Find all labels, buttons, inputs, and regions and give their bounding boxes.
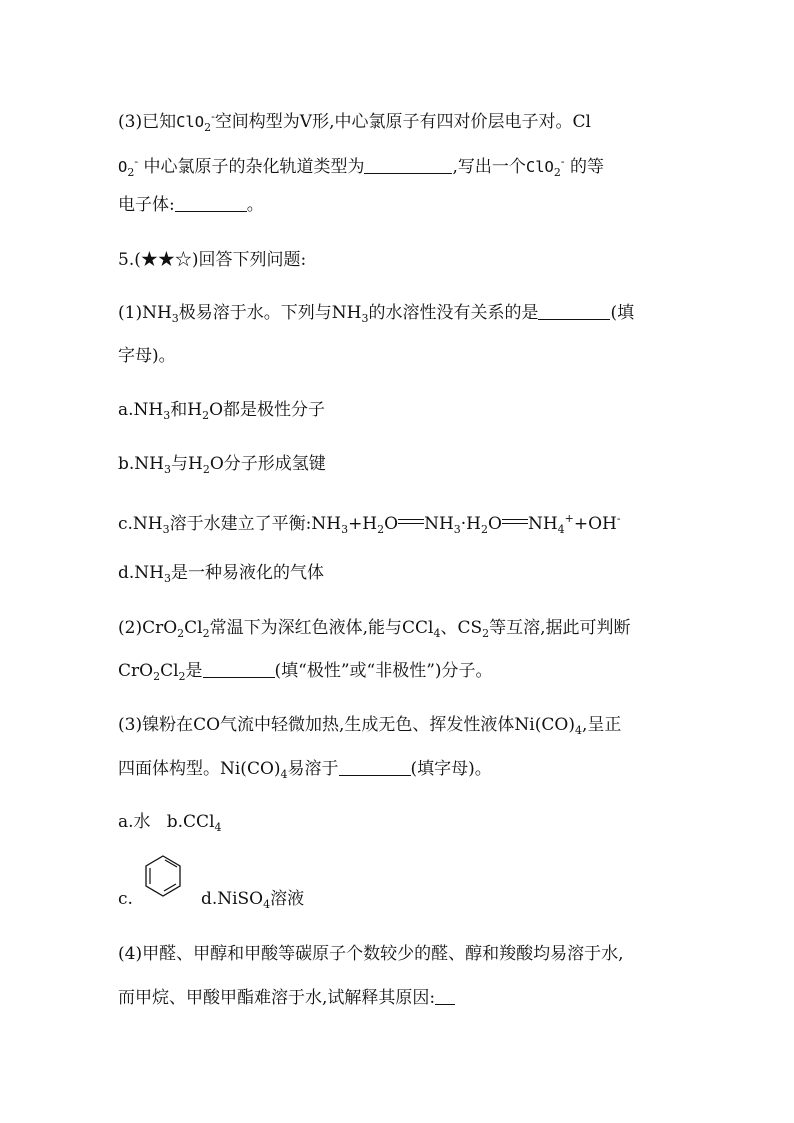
subscript: 3	[162, 523, 170, 536]
formula: ClO	[176, 113, 205, 131]
text: 中心氯原子的杂化轨道类型为	[143, 157, 365, 177]
subscript: 2	[482, 627, 490, 640]
subscript: 2	[127, 166, 135, 179]
subscript: 3	[164, 572, 171, 585]
superscript: -	[134, 155, 139, 168]
answer-blank[interactable]	[364, 155, 452, 174]
text: d.NH	[118, 563, 164, 583]
text: b.NH	[118, 454, 164, 474]
text: (2)CrO	[118, 618, 178, 638]
text: 溶液	[270, 889, 305, 909]
answer-blank[interactable]	[538, 301, 610, 320]
q5-p3-line-2	[118, 757, 492, 787]
text: 而甲烷、甲酸甲酯难溶于水,试解释其原因:	[118, 988, 436, 1008]
text: 是	[185, 661, 203, 681]
q3-line-1	[118, 105, 591, 140]
subscript: 2	[202, 627, 210, 640]
q5-p3-options-ab	[118, 810, 222, 840]
text: 四面体构型。Ni(CO)	[118, 759, 281, 779]
text: (3)镍粉在CO气流中轻微加热,生成无色、挥发性液体Ni(CO)	[118, 715, 575, 735]
text: Cl	[184, 618, 203, 638]
q5-p1-line-2: 字母)。	[118, 346, 176, 366]
answer-blank[interactable]	[339, 757, 411, 776]
subscript: 3	[453, 523, 461, 536]
text: c.NH	[118, 514, 163, 534]
superscript: +	[564, 512, 574, 525]
subscript: 4	[557, 523, 565, 536]
text: (填“极性”或“非极性”)分子。	[274, 661, 493, 681]
text: (1)NH	[118, 303, 172, 323]
answer-blank[interactable]	[435, 986, 455, 1005]
subscript: 4	[433, 627, 441, 640]
text: Cl	[160, 661, 179, 681]
option-c: c.	[118, 889, 133, 909]
subscript: 2	[178, 670, 186, 683]
text: O	[488, 514, 502, 534]
text: 易溶于	[287, 759, 339, 779]
equilibrium-arrow	[398, 517, 424, 527]
text: 是一种易液化的气体	[171, 563, 324, 583]
subscript: 2	[153, 670, 161, 683]
benzene-ring-icon	[143, 854, 183, 898]
text: 、CS	[440, 618, 483, 638]
subscript: 2	[177, 627, 185, 640]
q3-line-2	[118, 150, 604, 185]
formula: O	[118, 158, 128, 176]
subscript: 2	[204, 121, 212, 134]
text: 的水溶性没有关系的是	[368, 303, 539, 323]
q5-option-b	[118, 452, 326, 482]
q5-header: 5.(★★☆)回答下列问题:	[118, 250, 307, 270]
subscript: 3	[171, 312, 179, 325]
q5-p4-line-2	[118, 986, 455, 1010]
text: 。	[246, 195, 264, 215]
subscript: 3	[361, 312, 369, 325]
text: +OH	[573, 514, 617, 534]
q5-option-d	[118, 561, 324, 591]
answer-blank[interactable]	[175, 193, 247, 212]
text: (填	[610, 303, 635, 323]
superscript: -	[211, 110, 215, 123]
q5-option-c	[118, 507, 621, 542]
subscript: 3	[341, 523, 349, 536]
option-b: b.CCl	[166, 812, 215, 832]
subscript: 2	[553, 166, 561, 179]
subscript: 3	[163, 409, 171, 422]
text: 的等	[570, 157, 604, 177]
option-d: d.NiSO	[200, 889, 264, 909]
equilibrium-arrow	[502, 517, 528, 527]
text: NH	[527, 514, 558, 534]
text: (3)已知	[118, 112, 177, 132]
text: a.NH	[118, 400, 164, 420]
subscript: 2	[377, 523, 385, 536]
q5-p1-line-1	[118, 301, 634, 331]
text: ,呈正	[581, 715, 622, 735]
text: 常温下为深红色液体,能与CCl	[209, 618, 434, 638]
option-a: a.水	[118, 812, 151, 832]
q5-p3-line-1	[118, 713, 621, 743]
subscript: 2	[481, 523, 489, 536]
subscript: 2	[202, 409, 210, 422]
text: CrO	[118, 661, 154, 681]
q5-p2-line-2	[118, 659, 493, 689]
subscript: 4	[280, 768, 288, 781]
text: (填字母)。	[410, 759, 492, 779]
subscript: 4	[574, 724, 582, 737]
superscript: -	[560, 155, 565, 168]
q5-p4-line-1: (4)甲醛、甲醇和甲酸等碳原子个数较少的醛、醇和羧酸均易溶于水,	[118, 944, 624, 964]
text: 等互溶,据此可判断	[489, 618, 631, 638]
text: +H	[348, 514, 378, 534]
subscript: 3	[164, 463, 171, 476]
subscript: 4	[263, 898, 271, 911]
text: 电子体:	[118, 195, 175, 215]
text: ·H	[460, 514, 482, 534]
superscript: -	[616, 512, 621, 525]
text: 和H	[170, 400, 203, 420]
text: ,写出一个	[452, 157, 526, 177]
text: 与H	[171, 454, 203, 474]
text: 极易溶于水。下列与NH	[178, 303, 362, 323]
text: NH	[424, 514, 454, 534]
text: 空间构型为V形,中心氯原子有四对价层电子对。Cl	[214, 112, 591, 132]
subscript: 4	[214, 821, 222, 834]
q5-option-a	[118, 398, 325, 428]
text: O分子形成氢键	[209, 454, 326, 474]
text: 溶于水建立了平衡:NH	[169, 514, 342, 534]
q5-p2-line-1	[118, 616, 631, 646]
subscript: 2	[202, 463, 210, 476]
q3-line-3	[118, 193, 264, 217]
text: O都是极性分子	[209, 400, 326, 420]
answer-blank[interactable]	[203, 659, 275, 678]
text: O	[384, 514, 399, 534]
formula: ClO	[525, 158, 554, 176]
